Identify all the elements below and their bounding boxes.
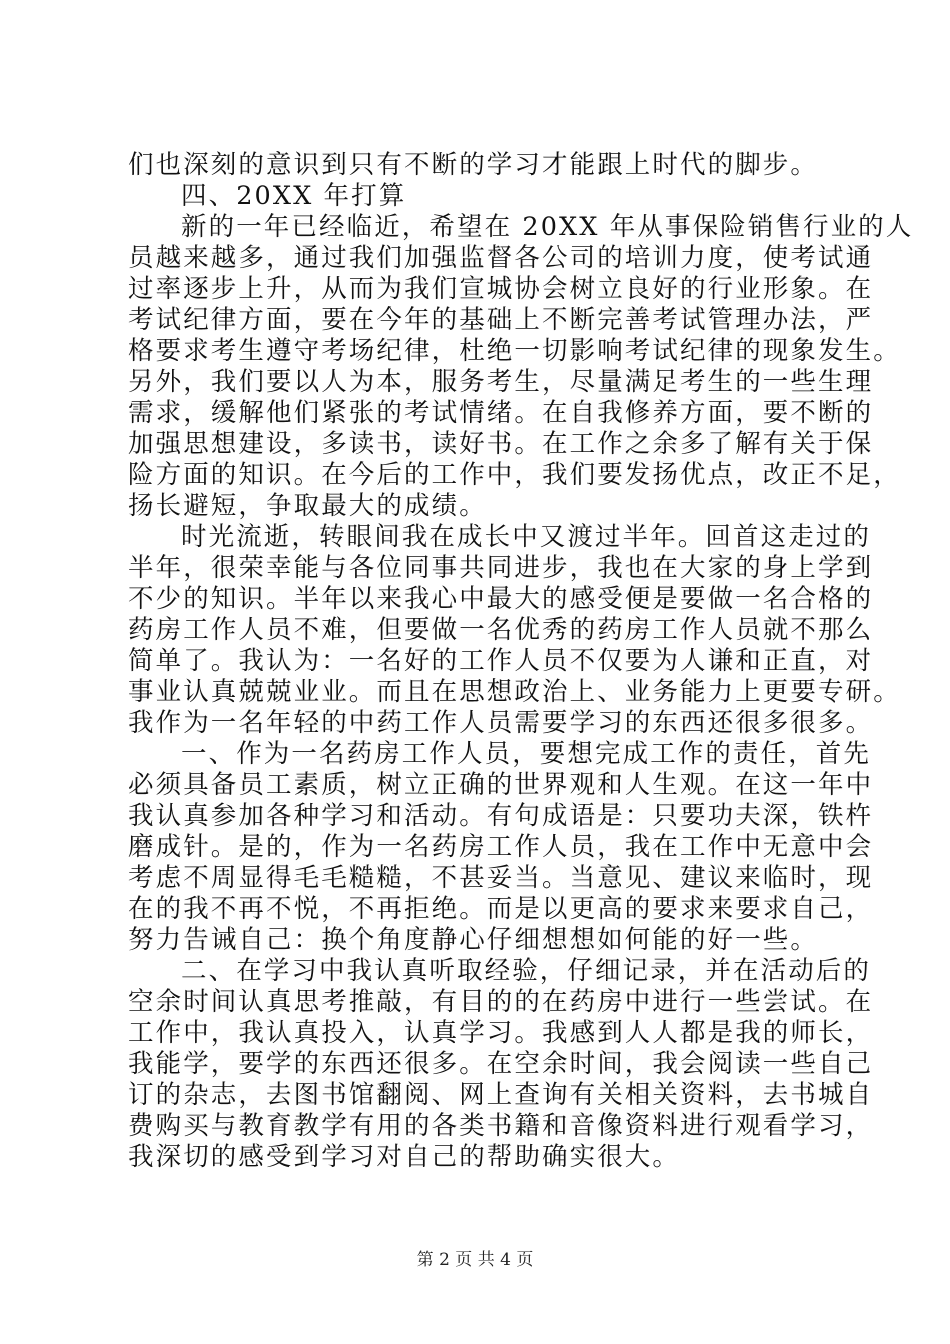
text-line: 不少的知识。半年以来我心中最大的感受便是要做一名合格的 <box>128 584 874 614</box>
text-line: 我认真参加各种学习和活动。有句成语是：只要功夫深，铁杵 <box>128 801 874 831</box>
text-line: 我能学，要学的东西还很多。在空余时间，我会阅读一些自己 <box>128 1049 874 1079</box>
text-line: 二、在学习中我认真听取经验，仔细记录，并在活动后的 <box>181 956 872 986</box>
text-line: 磨成针。是的，作为一名药房工作人员，我在工作中无意中会 <box>128 832 874 862</box>
text-line: 员越来越多，通过我们加强监督各公司的培训力度，使考试通 <box>128 243 874 273</box>
text-line: 过率逐步上升，从而为我们宣城协会树立良好的行业形象。在 <box>128 274 874 304</box>
text-line: 我深切的感受到学习对自己的帮助确实很大。 <box>128 1142 681 1172</box>
text-line: 必须具备员工素质，树立正确的世界观和人生观。在这一年中 <box>128 770 874 800</box>
text-line: 努力告诫自己：换个角度静心仔细想想如何能的好一些。 <box>128 925 819 955</box>
text-line: 考试纪律方面，要在今年的基础上不断完善考试管理办法，严 <box>128 305 874 335</box>
text-line: 格要求考生遵守考场纪律，杜绝一切影响考试纪律的现象发生。 <box>128 336 901 366</box>
text-line: 在的我不再不悦，不再拒绝。而是以更高的要求来要求自己， <box>128 894 874 924</box>
text-line: 们也深刻的意识到只有不断的学习才能跟上时代的脚步。 <box>128 150 819 180</box>
text-line: 药房工作人员不难，但要做一名优秀的药房工作人员就不那么 <box>128 615 874 645</box>
page-footer: 第 2 页 共 4 页 <box>416 1250 534 1270</box>
text-line: 新的一年已经临近，希望在 20XX 年从事保险销售行业的人 <box>181 212 914 242</box>
text-line: 简单了。我认为：一名好的工作人员不仅要为人谦和正直，对 <box>128 646 874 676</box>
text-line: 时光流逝，转眼间我在成长中又渡过半年。回首这走过的 <box>181 522 872 552</box>
text-line: 另外，我们要以人为本，服务考生，尽量满足考生的一些生理 <box>128 367 874 397</box>
text-line: 扬长避短，争取最大的成绩。 <box>128 491 487 521</box>
text-line: 险方面的知识。在今后的工作中，我们要发扬优点，改正不足， <box>128 460 901 490</box>
text-line: 需求，缓解他们紧张的考试情绪。在自我修养方面，要不断的 <box>128 398 874 428</box>
text-line: 半年，很荣幸能与各位同事共同进步，我也在大家的身上学到 <box>128 553 874 583</box>
text-line: 事业认真兢兢业业。而且在思想政治上、业务能力上更要专研。 <box>128 677 901 707</box>
text-line: 订的杂志，去图书馆翻阅、网上查询有关相关资料，去书城自 <box>128 1080 874 1110</box>
text-line: 我作为一名年轻的中药工作人员需要学习的东西还很多很多。 <box>128 708 874 738</box>
text-line: 考虑不周显得毛毛糙糙，不甚妥当。当意见、建议来临时，现 <box>128 863 874 893</box>
text-line: 空余时间认真思考推敲，有目的的在药房中进行一些尝试。在 <box>128 987 874 1017</box>
text-line: 四、20XX 年打算 <box>181 181 407 211</box>
document-body <box>128 150 914 1173</box>
text-line: 加强思想建设，多读书，读好书。在工作之余多了解有关于保 <box>128 429 874 459</box>
text-line: 费购买与教育教学有用的各类书籍和音像资料进行观看学习， <box>128 1111 874 1141</box>
text-line: 工作中，我认真投入，认真学习。我感到人人都是我的师长， <box>128 1018 874 1048</box>
text-line: 一、作为一名药房工作人员，要想完成工作的责任，首先 <box>181 739 872 769</box>
